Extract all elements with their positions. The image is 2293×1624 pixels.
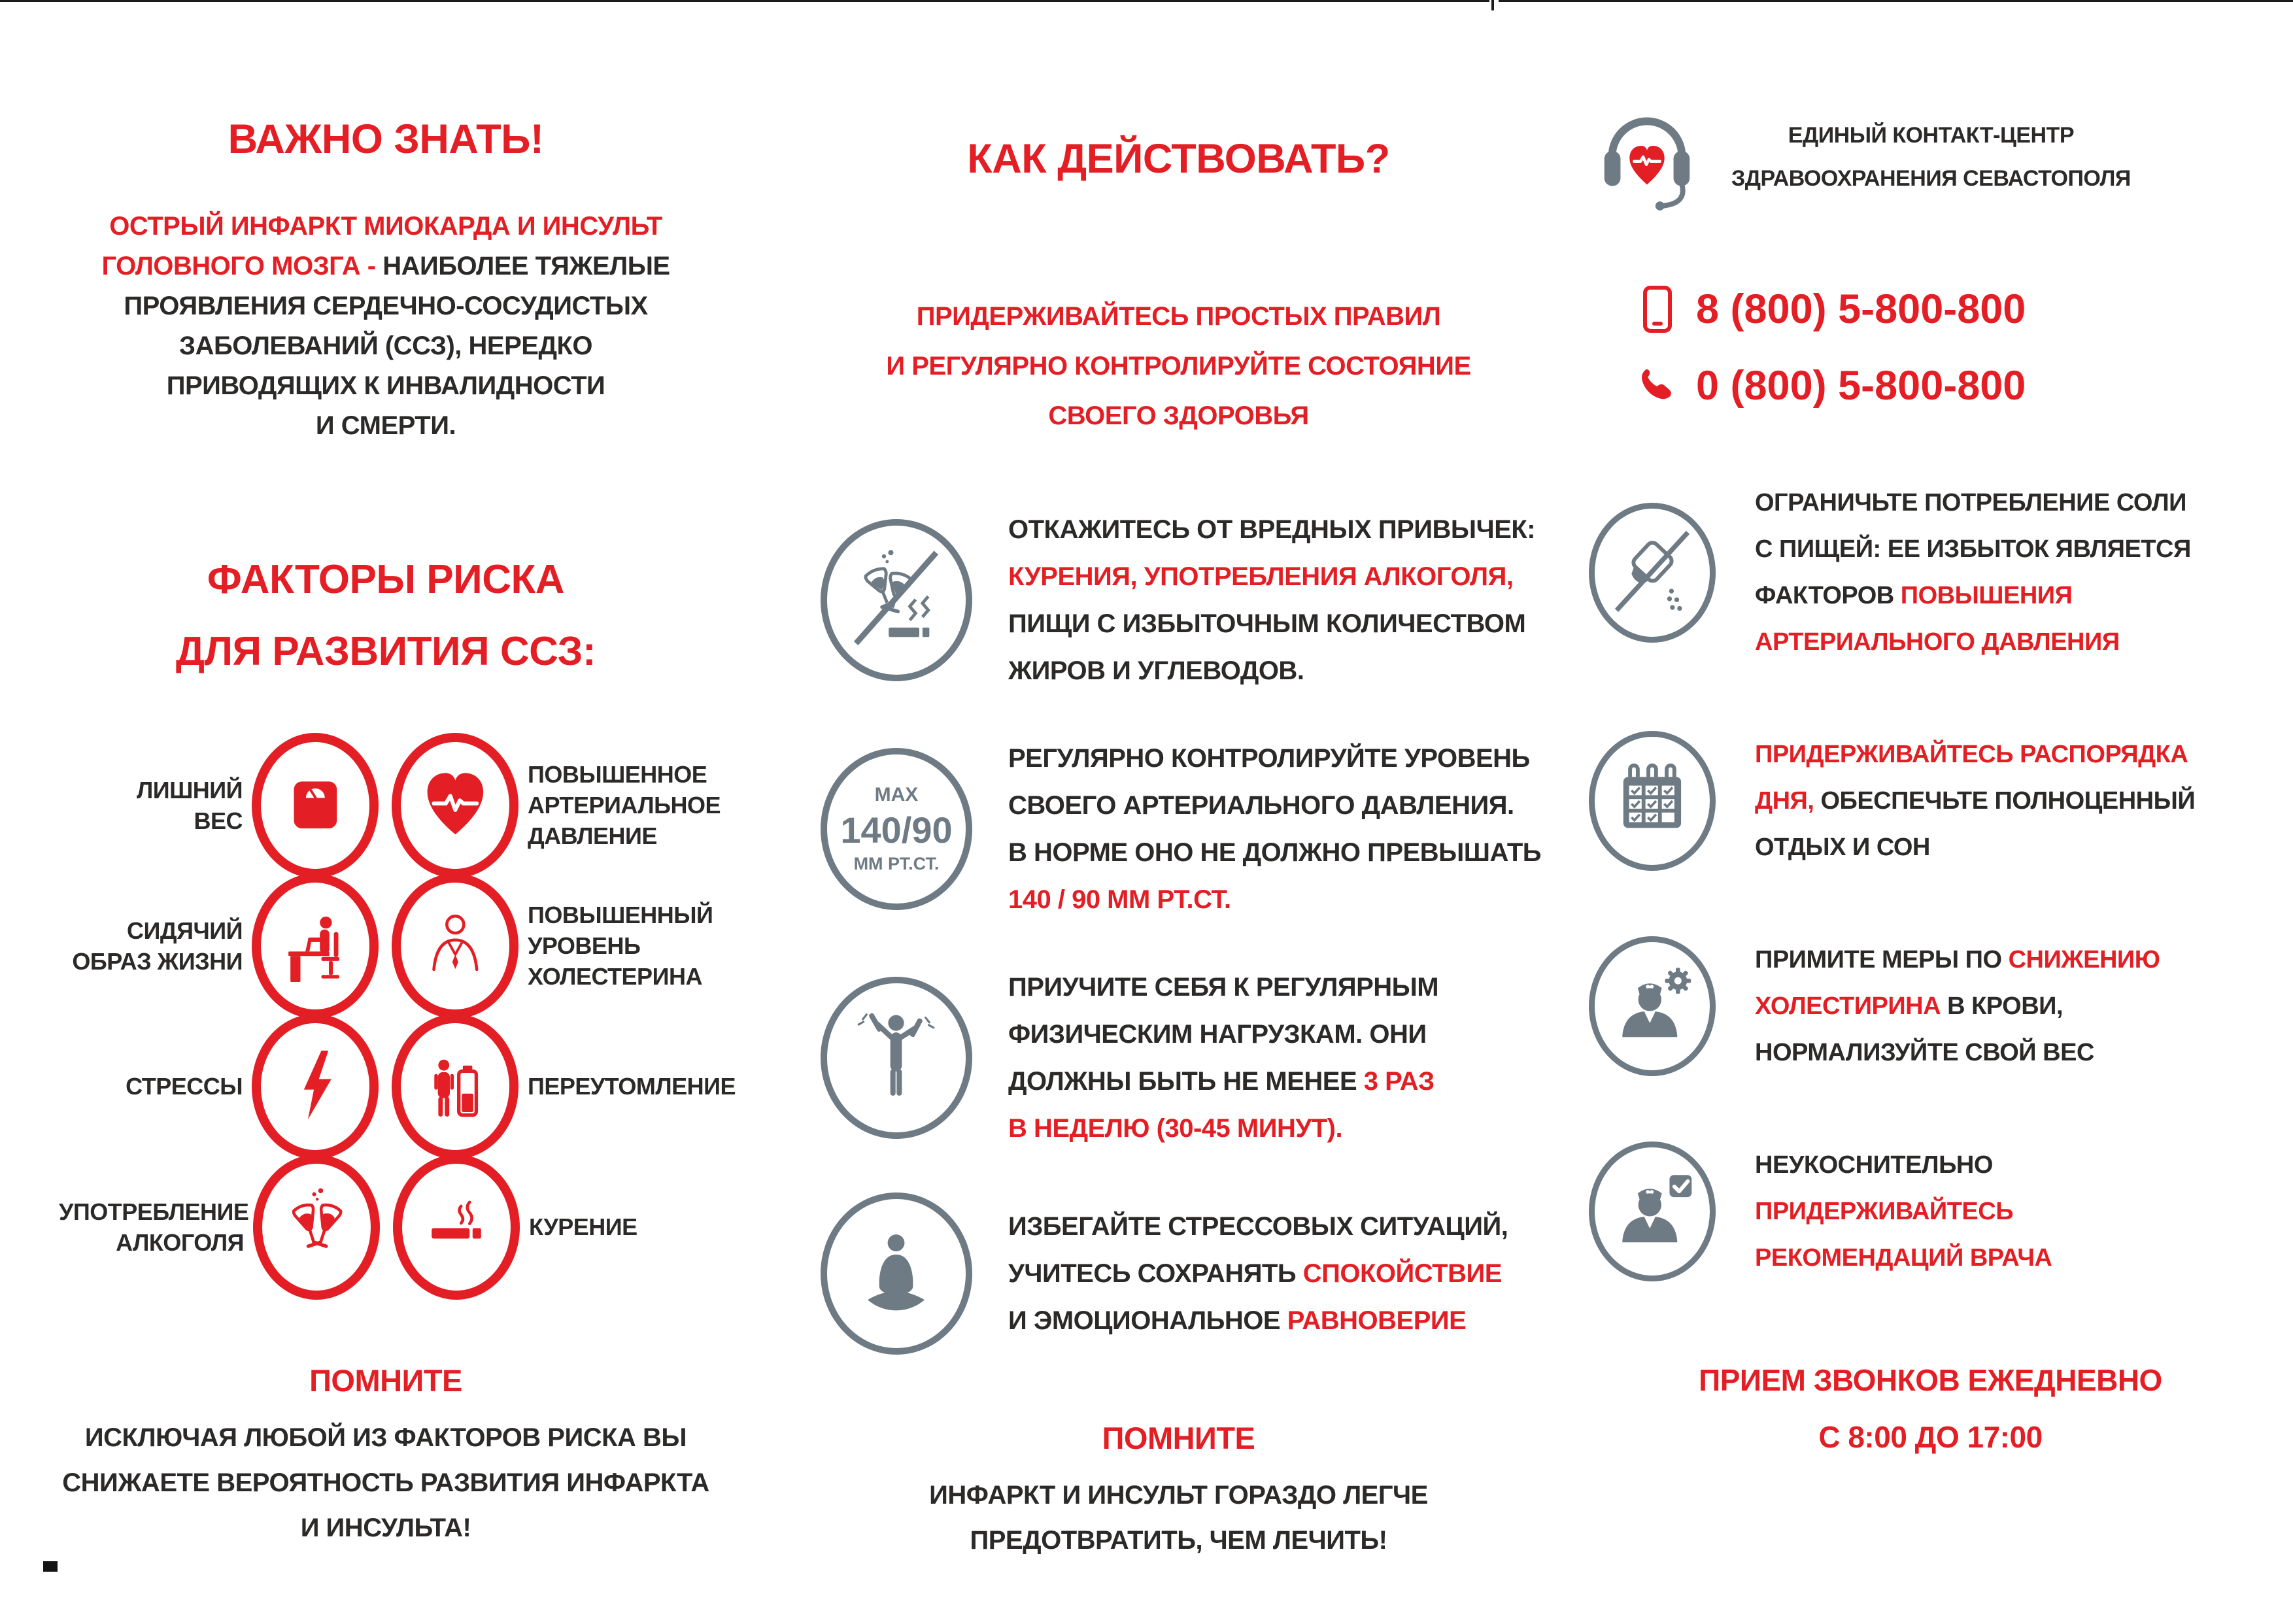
panel-important-to-know [59,98,736,1551]
risk-label-overwork: ПЕРЕУТОМЛЕНИЕ [528,1073,736,1100]
advice-item-bad-habits [821,506,1537,694]
risk-label-sedentary: СИДЯЧИЙ ОБРАЗ ЖИЗНИ [72,917,243,975]
wine-glasses-icon [253,1155,380,1300]
advice-item-exercise [821,964,1537,1152]
cigarette-icon [393,1155,520,1300]
advice-item-cholesterol [1589,936,2272,1076]
left-remember-text: ИСКЛЮЧАЯ ЛЮБОЙ ИЗ ФАКТОРОВ РИСКА ВЫ СНИЖАЕТЕ ВЕРОЯТНОСТЬ РАЗВИТИЯ ИНФАРКТА И ИНСУЛЬТА! [62,1423,709,1542]
panel-how-to-act [821,98,1542,1563]
middle-title: КАК ДЕЙСТВОВАТЬ? [967,136,1390,182]
risk-label-stress: СТРЕССЫ [126,1073,243,1100]
left-remember-block [59,1362,713,1551]
risk-factors-grid [59,735,736,1297]
risk-label-smoking: КУРЕНИЕ [529,1213,637,1240]
advice-text: ОТКАЖИТЕСЬ ОТ ВРЕДНЫХ ПРИВЫЧЕК: КУРЕНИЯ, УПОТРЕБЛЕНИЯ АЛКОГОЛЯ, ПИЩИ С ИЗБЫТОЧНЫМ КОЛИЧЕСТВОМ ЖИРОВ И УГЛЕВОДОВ. [1008,515,1536,685]
risk-label-excess-weight: ЛИШНИЙ ВЕС [136,776,243,834]
phone-numbers [1635,285,2272,409]
mobile-phone-icon [1635,285,1680,333]
phone-number: 0 (800) 5-800-800 [1696,363,2026,409]
phone-number: 8 (800) 5-800-800 [1696,286,2026,332]
middle-intro-paragraph: ПРИДЕРЖИВАЙТЕСЬ ПРОСТЫХ ПРАВИЛ И РЕГУЛЯРНО КОНТРОЛИРУЙТЕ СОСТОЯНИЕ СВОЕГО ЗДОРОВЬЯ [886,302,1471,430]
meditation-icon [821,1193,972,1355]
bp-max-label: MAX [874,784,919,805]
advice-item-calm [821,1193,1537,1355]
advice-text: ОГРАНИЧЬТЕ ПОТРЕБЛЕНИЕ СОЛИ С ПИЩЕЙ: ЕЕ ИЗБЫТОК ЯВЛЯЕТСЯ ФАКТОРОВ ПОВЫШЕНИЯ АРТЕРИАЛЬНОГО ДАВЛЕНИЯ [1755,489,2191,656]
phone-row-mobile [1635,285,2272,333]
advice-text: ИЗБЕГАЙТЕ СТРЕССОВЫХ СИТУАЦИЙ, УЧИТЕСЬ СОХРАНЯТЬ СПОКОЙСТВИЕ И ЭМОЦИОНАЛЬНОЕ РАВНОВЕРИЕ [1008,1212,1508,1335]
top-crop-line-left [0,0,1489,2]
doctor-check-icon [1589,1142,1716,1281]
advice-list-middle [821,506,1542,1355]
cholesterol-icon [392,873,518,1019]
risk-row-sedentary-cholesterol [59,875,713,1016]
middle-remember-title: ПОМНИТЕ [1102,1421,1255,1455]
risk-row-alcohol-smoking [59,1157,713,1297]
advice-text: ПРИДЕРЖИВАЙТЕСЬ РАСПОРЯДКА ДНЯ, ОБЕСПЕЧЬТЕ ПОЛНОЦЕННЫЙ ОТДЫХ И СОН [1755,740,2196,861]
bp-unit-label: ММ РТ.СТ. [853,854,940,873]
sedentary-icon [252,873,379,1019]
headset-heart-icon [1589,92,1705,214]
risk-row-stress-overwork [59,1016,736,1157]
bp-value-label: 140/90 [840,809,953,851]
left-remember-title: ПОМНИТЕ [309,1363,462,1398]
print-artifact [43,1561,58,1572]
no-bad-habits-icon [821,519,972,681]
risk-row-weight-pressure [59,735,721,875]
scale-icon [252,733,379,878]
lightning-icon [252,1014,379,1159]
heart-pulse-icon [392,733,518,878]
contact-center-header [1589,92,2272,214]
advice-text: ПРИМИТЕ МЕРЫ ПО СНИЖЕНИЮ ХОЛЕСТИРИНА В КРОВИ, НОРМАЛИЗУЙТЕ СВОЙ ВЕС [1755,945,2160,1066]
top-crop-line-right [1499,0,2293,2]
panel-contact-center [1589,92,2272,1466]
calendar-icon [1589,731,1716,871]
no-salt-icon [1589,503,1716,643]
middle-remember-block [821,1420,1537,1563]
advice-item-blood-pressure [821,735,1542,923]
risk-factors-title: ФАКТОРЫ РИСКА ДЛЯ РАЗВИТИЯ ССЗ: [175,557,596,674]
middle-remember-text: ИНФАРКТ И ИНСУЛЬТ ГОРАЗДО ЛЕГЧЕ ПРЕДОТВРАТИТЬ, ЧЕМ ЛЕЧИТЬ! [929,1481,1428,1555]
doctor-gear-icon [1589,936,1716,1076]
advice-text: ПРИУЧИТЕ СЕБЯ К РЕГУЛЯРНЫМ ФИЗИЧЕСКИМ НАГРУЗКАМ. ОНИ ДОЛЖНЫ БЫТЬ НЕ МЕНЕЕ 3 РАЗ В НЕДЕЛЮ (30-45 МИНУТ). [1008,973,1439,1143]
advice-list-right [1589,480,2272,1281]
left-intro-paragraph: ОСТРЫЙ ИНФАРКТ МИОКАРДА И ИНСУЛЬТ ГОЛОВНОГО МОЗГА - НАИБОЛЕЕ ТЯЖЕЛЫЕ ПРОЯВЛЕНИЯ СЕРДЕЧНО-СОСУДИСТЫХ ЗАБОЛЕВАНИЙ (ССЗ), НЕРЕДКО ПРИВОДЯЩИХ К ИНВАЛИДНОСТИ И СМЕРТИ. [101,212,670,440]
advice-text: НЕУКОСНИТЕЛЬНО ПРИДЕРЖИВАЙТЕСЬ РЕКОМЕНДАЦИЙ ВРАЧА [1755,1151,2052,1272]
phone-handset-icon [1635,369,1680,403]
exercise-icon [821,977,972,1139]
contact-center-title: ЕДИНЫЙ КОНТАКТ-ЦЕНТР ЗДРАВООХРАНЕНИЯ СЕВАСТОПОЛЯ [1731,123,2131,191]
advice-text: РЕГУЛЯРНО КОНТРОЛИРУЙТЕ УРОВЕНЬ СВОЕГО АРТЕРИАЛЬНОГО ДАВЛЕНИЯ. В НОРМЕ ОНО НЕ ДОЛЖНО ПРЕВЫШАТЬ 140 / 90 ММ РТ.СТ. [1008,744,1542,914]
blood-pressure-limit-icon [821,748,972,910]
advice-item-salt [1589,480,2272,666]
risk-label-high-cholesterol: ПОВЫШЕННЫЙ УРОВЕНЬ ХОЛЕСТЕРИНА [528,902,713,990]
low-battery-icon [392,1014,518,1159]
call-hours: ПРИЕМ ЗВОНКОВ ЕЖЕДНЕВНО С 8:00 ДО 17:00 [1699,1363,2162,1454]
risk-label-alcohol: УПОТРЕБЛЕНИЕ АЛКОГОЛЯ [59,1198,249,1256]
advice-item-doctor-recommendations [1589,1142,2272,1281]
fold-mark [1491,0,1494,10]
risk-label-high-blood-pressure: ПОВЫШЕННОЕ АРТЕРИАЛЬНОЕ ДАВЛЕНИЕ [528,761,721,849]
advice-item-daily-routine [1589,731,2272,871]
phone-row-landline [1635,362,2272,409]
left-title: ВАЖНО ЗНАТЬ! [228,116,544,162]
